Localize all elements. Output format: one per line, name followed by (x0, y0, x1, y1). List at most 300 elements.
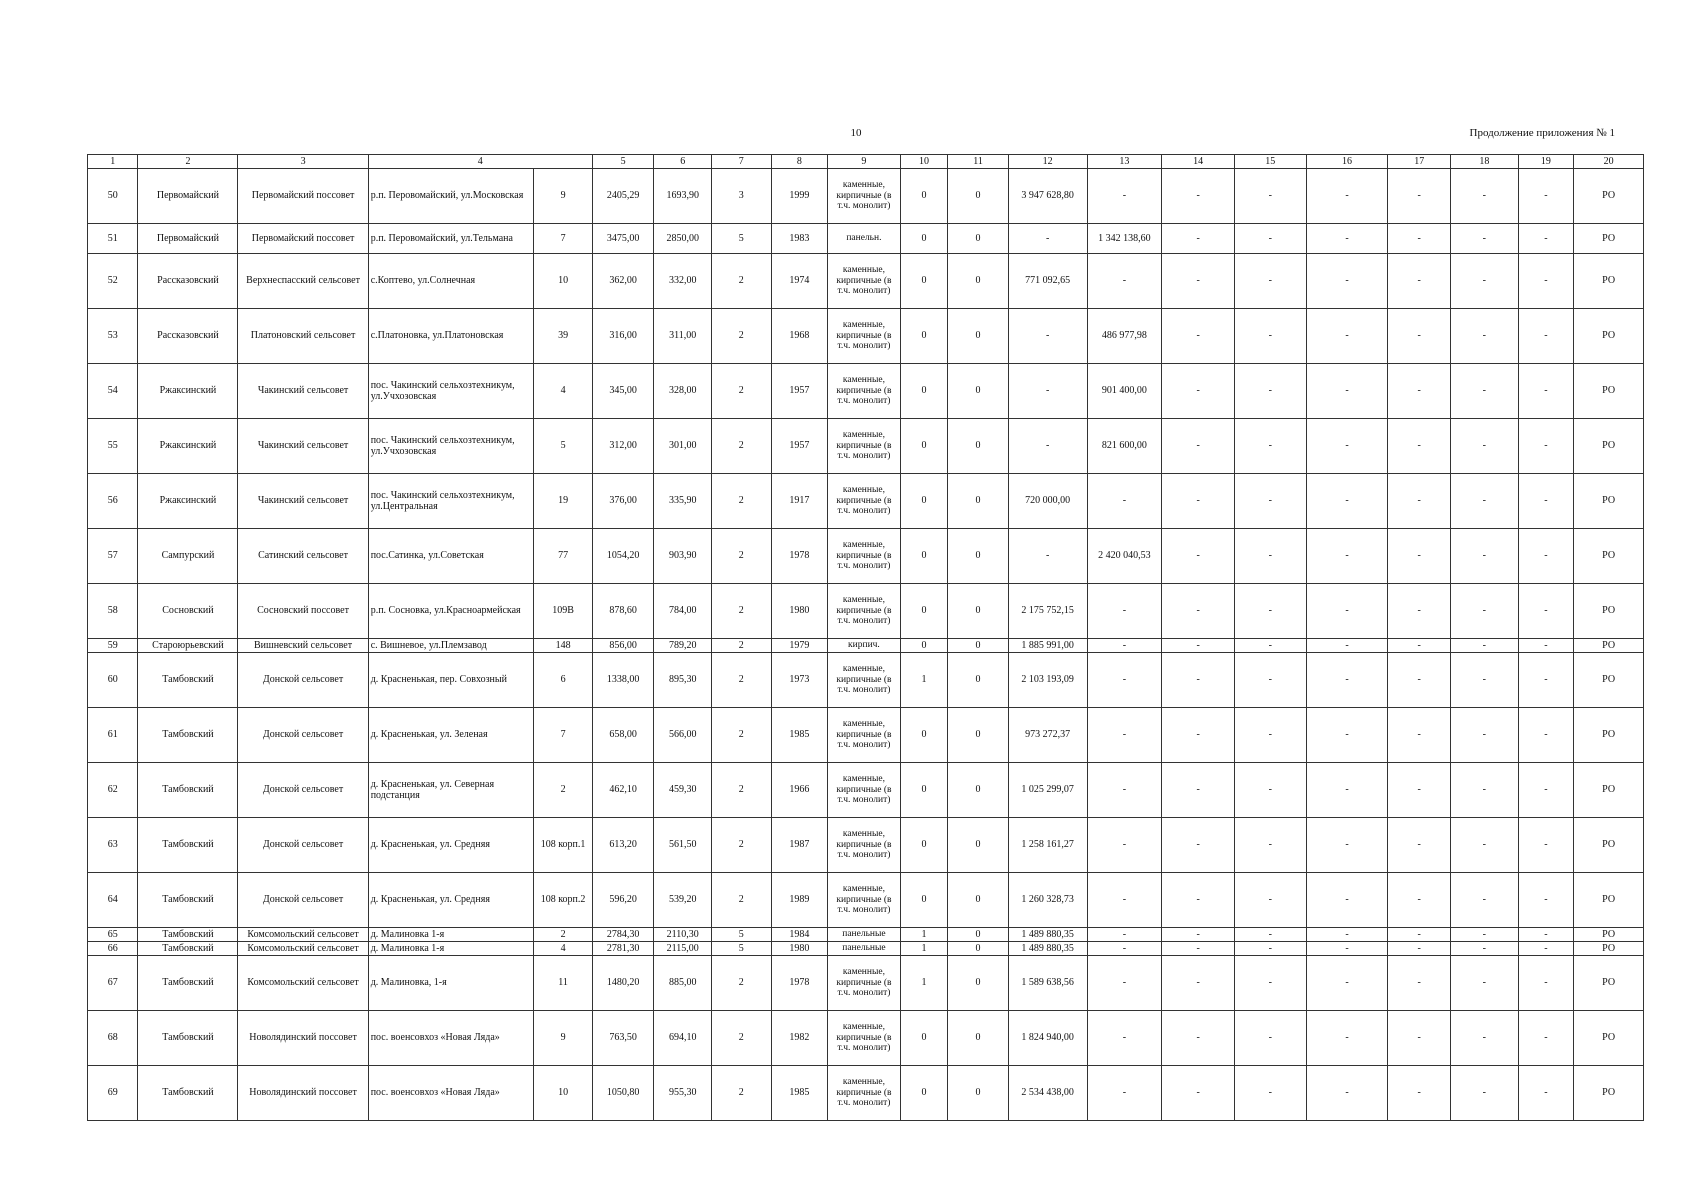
col-20-cell: РО (1574, 474, 1644, 529)
floors-cell: 2 (711, 708, 771, 763)
col-20-cell: РО (1574, 529, 1644, 584)
address-cell: д. Красненькая, ул. Зеленая (368, 708, 534, 763)
col-10-cell: 0 (900, 529, 947, 584)
col-13-cell: - (1087, 956, 1162, 1011)
floors-cell: 2 (711, 639, 771, 653)
col-13-cell: 486 977,98 (1087, 309, 1162, 364)
col-19-cell: - (1518, 956, 1574, 1011)
column-number: 2 (138, 155, 238, 169)
living-area-cell: 895,30 (654, 653, 712, 708)
col-19-cell: - (1518, 254, 1574, 309)
col-10-cell: 0 (900, 873, 947, 928)
col-13-cell: - (1087, 818, 1162, 873)
col-10-cell: 0 (900, 639, 947, 653)
column-number: 14 (1162, 155, 1235, 169)
col-15-cell: - (1234, 653, 1306, 708)
col-20-cell: РО (1574, 956, 1644, 1011)
floors-cell: 2 (711, 364, 771, 419)
row-number-cell: 65 (88, 928, 138, 942)
floors-cell: 2 (711, 474, 771, 529)
living-area-cell: 459,30 (654, 763, 712, 818)
col-10-cell: 0 (900, 584, 947, 639)
total-area-cell: 312,00 (592, 419, 654, 474)
address-cell: д. Красненькая, ул. Средняя (368, 818, 534, 873)
floors-cell: 2 (711, 309, 771, 364)
col-17-cell: - (1388, 873, 1451, 928)
col-19-cell: - (1518, 474, 1574, 529)
total-area-cell: 1050,80 (592, 1066, 654, 1121)
col-11-cell: 0 (948, 584, 1009, 639)
wall-material-cell: каменные, кирпичные (в т.ч. монолит) (828, 763, 901, 818)
build-year-cell: 1978 (771, 956, 828, 1011)
col-11-cell: 0 (948, 364, 1009, 419)
address-cell: пос. военсовхоз «Новая Ляда» (368, 1066, 534, 1121)
house-number-cell: 7 (534, 708, 593, 763)
address-cell: пос. военсовхоз «Новая Ляда» (368, 1011, 534, 1066)
table-row (88, 254, 1644, 309)
column-number: 7 (711, 155, 771, 169)
col-14-cell: - (1162, 419, 1235, 474)
col-17-cell: - (1388, 474, 1451, 529)
address-cell: с. Вишневое, ул.Племзавод (368, 639, 534, 653)
living-area-cell: 1693,90 (654, 169, 712, 224)
council-cell: Сосновский поссовет (238, 584, 368, 639)
total-area-cell: 2781,30 (592, 942, 654, 956)
district-cell: Тамбовский (138, 653, 238, 708)
table-row (88, 224, 1644, 254)
col-18-cell: - (1451, 928, 1519, 942)
district-cell: Первомайский (138, 169, 238, 224)
council-cell: Чакинский сельсовет (238, 419, 368, 474)
build-year-cell: 1985 (771, 1066, 828, 1121)
district-cell: Староюрьевский (138, 639, 238, 653)
col-18-cell: - (1451, 529, 1519, 584)
col-13-cell: - (1087, 474, 1162, 529)
wall-material-cell: каменные, кирпичные (в т.ч. монолит) (828, 169, 901, 224)
col-20-cell: РО (1574, 639, 1644, 653)
col-19-cell: - (1518, 942, 1574, 956)
district-cell: Рассказовский (138, 309, 238, 364)
council-cell: Вишневский сельсовет (238, 639, 368, 653)
col-10-cell: 0 (900, 1066, 947, 1121)
col-20-cell: РО (1574, 364, 1644, 419)
col-19-cell: - (1518, 653, 1574, 708)
col-20-cell: РО (1574, 584, 1644, 639)
col-10-cell: 0 (900, 763, 947, 818)
col-19-cell: - (1518, 763, 1574, 818)
col-16-cell: - (1306, 639, 1388, 653)
table-row (88, 708, 1644, 763)
build-year-cell: 1957 (771, 364, 828, 419)
col-15-cell: - (1234, 763, 1306, 818)
row-number-cell: 67 (88, 956, 138, 1011)
floors-cell: 2 (711, 529, 771, 584)
col-10-cell: 0 (900, 224, 947, 254)
wall-material-cell: каменные, кирпичные (в т.ч. монолит) (828, 1066, 901, 1121)
address-cell: пос. Чакинский сельхозтехникум, ул.Учхозовская (368, 364, 534, 419)
col-11-cell: 0 (948, 873, 1009, 928)
col-11-cell: 0 (948, 763, 1009, 818)
col-10-cell: 1 (900, 928, 947, 942)
col-12-cell: 973 272,37 (1008, 708, 1087, 763)
col-15-cell: - (1234, 169, 1306, 224)
build-year-cell: 1973 (771, 653, 828, 708)
col-18-cell: - (1451, 474, 1519, 529)
col-14-cell: - (1162, 873, 1235, 928)
col-15-cell: - (1234, 224, 1306, 254)
floors-cell: 2 (711, 956, 771, 1011)
col-15-cell: - (1234, 584, 1306, 639)
column-number: 15 (1234, 155, 1306, 169)
floors-cell: 2 (711, 1011, 771, 1066)
wall-material-cell: каменные, кирпичные (в т.ч. монолит) (828, 708, 901, 763)
table-row (88, 928, 1644, 942)
col-19-cell: - (1518, 419, 1574, 474)
col-17-cell: - (1388, 1066, 1451, 1121)
build-year-cell: 1989 (771, 873, 828, 928)
col-15-cell: - (1234, 928, 1306, 942)
living-area-cell: 784,00 (654, 584, 712, 639)
col-11-cell: 0 (948, 419, 1009, 474)
col-11-cell: 0 (948, 1066, 1009, 1121)
total-area-cell: 362,00 (592, 254, 654, 309)
living-area-cell: 885,00 (654, 956, 712, 1011)
wall-material-cell: каменные, кирпичные (в т.ч. монолит) (828, 529, 901, 584)
column-number: 11 (948, 155, 1009, 169)
col-10-cell: 0 (900, 309, 947, 364)
col-17-cell: - (1388, 1011, 1451, 1066)
table-row (88, 474, 1644, 529)
col-20-cell: РО (1574, 224, 1644, 254)
col-16-cell: - (1306, 928, 1388, 942)
wall-material-cell: каменные, кирпичные (в т.ч. монолит) (828, 309, 901, 364)
col-15-cell: - (1234, 419, 1306, 474)
council-cell: Комсомольский сельсовет (238, 956, 368, 1011)
district-cell: Тамбовский (138, 873, 238, 928)
col-20-cell: РО (1574, 419, 1644, 474)
col-20-cell: РО (1574, 169, 1644, 224)
col-15-cell: - (1234, 529, 1306, 584)
col-12-cell: 1 025 299,07 (1008, 763, 1087, 818)
column-number: 19 (1518, 155, 1574, 169)
table-row (88, 653, 1644, 708)
living-area-cell: 332,00 (654, 254, 712, 309)
table-row (88, 364, 1644, 419)
col-15-cell: - (1234, 956, 1306, 1011)
address-cell: р.п. Сосновка, ул.Красноармейская (368, 584, 534, 639)
col-11-cell: 0 (948, 956, 1009, 1011)
col-16-cell: - (1306, 224, 1388, 254)
living-area-cell: 694,10 (654, 1011, 712, 1066)
column-number-row (88, 155, 1644, 169)
table-row (88, 1066, 1644, 1121)
col-14-cell: - (1162, 928, 1235, 942)
column-number: 16 (1306, 155, 1388, 169)
wall-material-cell: каменные, кирпичные (в т.ч. монолит) (828, 653, 901, 708)
col-18-cell: - (1451, 708, 1519, 763)
house-number-cell: 5 (534, 419, 593, 474)
living-area-cell: 2850,00 (654, 224, 712, 254)
living-area-cell: 2115,00 (654, 942, 712, 956)
col-15-cell: - (1234, 309, 1306, 364)
col-12-cell: 720 000,00 (1008, 474, 1087, 529)
total-area-cell: 878,60 (592, 584, 654, 639)
wall-material-cell: кирпич. (828, 639, 901, 653)
col-17-cell: - (1388, 639, 1451, 653)
col-14-cell: - (1162, 364, 1235, 419)
column-number: 18 (1451, 155, 1519, 169)
col-14-cell: - (1162, 818, 1235, 873)
col-10-cell: 0 (900, 818, 947, 873)
council-cell: Верхнеспасский сельсовет (238, 254, 368, 309)
row-number-cell: 66 (88, 942, 138, 956)
col-11-cell: 0 (948, 254, 1009, 309)
col-18-cell: - (1451, 1066, 1519, 1121)
build-year-cell: 1974 (771, 254, 828, 309)
wall-material-cell: каменные, кирпичные (в т.ч. монолит) (828, 956, 901, 1011)
col-15-cell: - (1234, 639, 1306, 653)
col-14-cell: - (1162, 653, 1235, 708)
col-15-cell: - (1234, 1011, 1306, 1066)
col-15-cell: - (1234, 474, 1306, 529)
wall-material-cell: каменные, кирпичные (в т.ч. монолит) (828, 1011, 901, 1066)
housing-registry-table (87, 154, 1644, 1121)
council-cell: Чакинский сельсовет (238, 474, 368, 529)
total-area-cell: 613,20 (592, 818, 654, 873)
build-year-cell: 1968 (771, 309, 828, 364)
house-number-cell: 108 корп.2 (534, 873, 593, 928)
column-number: 3 (238, 155, 368, 169)
col-12-cell: 3 947 628,80 (1008, 169, 1087, 224)
floors-cell: 5 (711, 224, 771, 254)
house-number-cell: 39 (534, 309, 593, 364)
district-cell: Рассказовский (138, 254, 238, 309)
col-12-cell: 1 489 880,35 (1008, 942, 1087, 956)
col-17-cell: - (1388, 763, 1451, 818)
col-11-cell: 0 (948, 1011, 1009, 1066)
table-row (88, 763, 1644, 818)
col-14-cell: - (1162, 474, 1235, 529)
col-17-cell: - (1388, 529, 1451, 584)
col-10-cell: 0 (900, 708, 947, 763)
col-13-cell: 901 400,00 (1087, 364, 1162, 419)
col-13-cell: - (1087, 639, 1162, 653)
address-cell: пос. Чакинский сельхозтехникум, ул.Учхозовская (368, 419, 534, 474)
total-area-cell: 462,10 (592, 763, 654, 818)
table-row (88, 1011, 1644, 1066)
wall-material-cell: каменные, кирпичные (в т.ч. монолит) (828, 818, 901, 873)
col-10-cell: 0 (900, 169, 947, 224)
living-area-cell: 335,90 (654, 474, 712, 529)
district-cell: Тамбовский (138, 708, 238, 763)
table-row (88, 169, 1644, 224)
column-number: 6 (654, 155, 712, 169)
address-cell: р.п. Перовомайский, ул.Тельмана (368, 224, 534, 254)
floors-cell: 2 (711, 419, 771, 474)
total-area-cell: 1338,00 (592, 653, 654, 708)
col-17-cell: - (1388, 942, 1451, 956)
col-18-cell: - (1451, 639, 1519, 653)
col-19-cell: - (1518, 928, 1574, 942)
district-cell: Ржаксинский (138, 419, 238, 474)
col-12-cell: - (1008, 224, 1087, 254)
row-number-cell: 60 (88, 653, 138, 708)
col-19-cell: - (1518, 1011, 1574, 1066)
wall-material-cell: панельные (828, 942, 901, 956)
total-area-cell: 3475,00 (592, 224, 654, 254)
col-20-cell: РО (1574, 1066, 1644, 1121)
district-cell: Тамбовский (138, 928, 238, 942)
floors-cell: 2 (711, 818, 771, 873)
row-number-cell: 52 (88, 254, 138, 309)
column-number: 4 (368, 155, 592, 169)
row-number-cell: 63 (88, 818, 138, 873)
row-number-cell: 54 (88, 364, 138, 419)
address-cell: д. Красненькая, пер. Совхозный (368, 653, 534, 708)
address-cell: д. Красненькая, ул. Средняя (368, 873, 534, 928)
build-year-cell: 1984 (771, 928, 828, 942)
col-11-cell: 0 (948, 942, 1009, 956)
total-area-cell: 345,00 (592, 364, 654, 419)
address-cell: с.Платоновка, ул.Платоновская (368, 309, 534, 364)
total-area-cell: 1054,20 (592, 529, 654, 584)
wall-material-cell: панельные (828, 928, 901, 942)
col-18-cell: - (1451, 419, 1519, 474)
floors-cell: 5 (711, 942, 771, 956)
col-12-cell: 1 885 991,00 (1008, 639, 1087, 653)
col-14-cell: - (1162, 942, 1235, 956)
col-18-cell: - (1451, 818, 1519, 873)
col-10-cell: 0 (900, 474, 947, 529)
address-cell: д. Малиновка 1-я (368, 942, 534, 956)
house-number-cell: 19 (534, 474, 593, 529)
house-number-cell: 4 (534, 942, 593, 956)
table-row (88, 942, 1644, 956)
col-20-cell: РО (1574, 942, 1644, 956)
col-17-cell: - (1388, 309, 1451, 364)
house-number-cell: 11 (534, 956, 593, 1011)
col-15-cell: - (1234, 254, 1306, 309)
col-11-cell: 0 (948, 169, 1009, 224)
col-13-cell: - (1087, 1066, 1162, 1121)
living-area-cell: 955,30 (654, 1066, 712, 1121)
col-10-cell: 0 (900, 364, 947, 419)
address-cell: с.Коптево, ул.Солнечная (368, 254, 534, 309)
council-cell: Донской сельсовет (238, 873, 368, 928)
col-16-cell: - (1306, 1011, 1388, 1066)
council-cell: Сатинский сельсовет (238, 529, 368, 584)
column-number: 10 (900, 155, 947, 169)
district-cell: Сампурский (138, 529, 238, 584)
floors-cell: 2 (711, 1066, 771, 1121)
col-15-cell: - (1234, 818, 1306, 873)
col-15-cell: - (1234, 873, 1306, 928)
col-20-cell: РО (1574, 818, 1644, 873)
col-17-cell: - (1388, 584, 1451, 639)
col-15-cell: - (1234, 708, 1306, 763)
col-18-cell: - (1451, 873, 1519, 928)
col-19-cell: - (1518, 1066, 1574, 1121)
council-cell: Комсомольский сельсовет (238, 928, 368, 942)
col-14-cell: - (1162, 956, 1235, 1011)
build-year-cell: 1987 (771, 818, 828, 873)
total-area-cell: 658,00 (592, 708, 654, 763)
col-19-cell: - (1518, 584, 1574, 639)
table-row (88, 419, 1644, 474)
col-12-cell: 771 092,65 (1008, 254, 1087, 309)
district-cell: Первомайский (138, 224, 238, 254)
col-13-cell: - (1087, 254, 1162, 309)
floors-cell: 2 (711, 254, 771, 309)
col-13-cell: 821 600,00 (1087, 419, 1162, 474)
col-10-cell: 1 (900, 956, 947, 1011)
build-year-cell: 1980 (771, 942, 828, 956)
district-cell: Тамбовский (138, 1011, 238, 1066)
col-17-cell: - (1388, 928, 1451, 942)
col-11-cell: 0 (948, 708, 1009, 763)
build-year-cell: 1980 (771, 584, 828, 639)
total-area-cell: 2405,29 (592, 169, 654, 224)
col-16-cell: - (1306, 653, 1388, 708)
council-cell: Платоновский сельсовет (238, 309, 368, 364)
address-cell: д. Красненькая, ул. Северная подстанция (368, 763, 534, 818)
col-19-cell: - (1518, 873, 1574, 928)
col-11-cell: 0 (948, 639, 1009, 653)
house-number-cell: 148 (534, 639, 593, 653)
col-19-cell: - (1518, 818, 1574, 873)
council-cell: Донской сельсовет (238, 818, 368, 873)
col-16-cell: - (1306, 364, 1388, 419)
floors-cell: 2 (711, 873, 771, 928)
col-12-cell: 1 589 638,56 (1008, 956, 1087, 1011)
col-14-cell: - (1162, 708, 1235, 763)
total-area-cell: 596,20 (592, 873, 654, 928)
col-12-cell: 1 489 880,35 (1008, 928, 1087, 942)
build-year-cell: 1966 (771, 763, 828, 818)
table-row (88, 956, 1644, 1011)
col-14-cell: - (1162, 254, 1235, 309)
col-19-cell: - (1518, 364, 1574, 419)
table-row (88, 309, 1644, 364)
col-19-cell: - (1518, 309, 1574, 364)
district-cell: Тамбовский (138, 942, 238, 956)
col-14-cell: - (1162, 1011, 1235, 1066)
col-17-cell: - (1388, 653, 1451, 708)
row-number-cell: 69 (88, 1066, 138, 1121)
row-number-cell: 59 (88, 639, 138, 653)
council-cell: Чакинский сельсовет (238, 364, 368, 419)
col-10-cell: 0 (900, 419, 947, 474)
col-13-cell: - (1087, 942, 1162, 956)
col-12-cell: 1 258 161,27 (1008, 818, 1087, 873)
wall-material-cell: каменные, кирпичные (в т.ч. монолит) (828, 873, 901, 928)
col-13-cell: - (1087, 708, 1162, 763)
col-17-cell: - (1388, 364, 1451, 419)
column-number: 5 (592, 155, 654, 169)
living-area-cell: 561,50 (654, 818, 712, 873)
row-number-cell: 61 (88, 708, 138, 763)
column-number: 8 (771, 155, 828, 169)
col-11-cell: 0 (948, 224, 1009, 254)
house-number-cell: 10 (534, 1066, 593, 1121)
col-12-cell: - (1008, 364, 1087, 419)
col-16-cell: - (1306, 474, 1388, 529)
column-number: 13 (1087, 155, 1162, 169)
col-18-cell: - (1451, 584, 1519, 639)
col-18-cell: - (1451, 1011, 1519, 1066)
living-area-cell: 566,00 (654, 708, 712, 763)
row-number-cell: 68 (88, 1011, 138, 1066)
